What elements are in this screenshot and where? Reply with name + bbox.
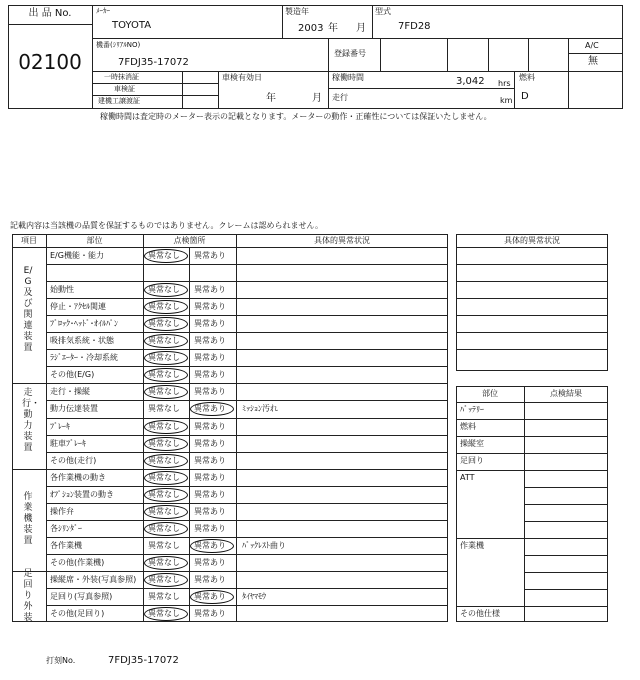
row-part: ｵﾌﾟｼｮﾝ装置の動き — [50, 489, 114, 499]
result-row-divider — [456, 606, 608, 607]
circle-mark — [144, 471, 188, 485]
normal-option: 異常なし — [148, 523, 180, 533]
table-row — [46, 366, 448, 383]
result-row-label: ATT — [460, 473, 475, 482]
normal-option: 異常なし — [148, 319, 180, 329]
detail-header: 具体的異常状況 — [504, 236, 560, 245]
work-cert-label: 建機工譲渡証 — [98, 97, 140, 105]
table-row — [46, 520, 448, 537]
detail-row-divider — [456, 332, 608, 333]
circle-mark — [144, 607, 188, 621]
result-row-label: 作業機 — [460, 541, 484, 550]
abnormal-option: 異常あり — [194, 387, 226, 397]
normal-option: 異常なし — [148, 438, 180, 448]
circle-mark — [144, 488, 188, 502]
detail-row-divider — [456, 315, 608, 316]
result-row-label: 燃料 — [460, 422, 476, 431]
normal-option: 異常なし — [148, 506, 180, 516]
row-part: 各作業機の動き — [50, 472, 106, 482]
table-row — [46, 281, 448, 298]
abnormal-option: 異常あり — [194, 285, 226, 295]
col-part-header: 部位 — [86, 236, 103, 245]
inspection-month-unit: 月 — [312, 93, 322, 104]
circle-mark — [144, 454, 188, 468]
circle-mark — [190, 539, 234, 553]
normal-option: 異常なし — [148, 540, 180, 550]
row-detail: ﾀｲﾔﾏﾓｳ — [242, 592, 266, 601]
abnormal-option: 異常あり — [194, 557, 226, 567]
row-part: E/G機能・能力 — [50, 251, 104, 260]
normal-option: 異常なし — [148, 285, 180, 295]
table-row — [46, 503, 448, 520]
result-row-divider — [456, 470, 608, 471]
ac-value: 無 — [588, 56, 598, 67]
normal-option: 異常なし — [148, 421, 180, 431]
result-row-divider — [456, 402, 608, 403]
group-label: 足回り外装 — [23, 569, 33, 624]
col-item-header: 項目 — [21, 236, 37, 245]
normal-option: 異常なし — [148, 370, 180, 380]
detail-row-divider — [456, 281, 608, 282]
inspection-label: 車検有効日 — [222, 73, 262, 82]
month-unit: 月 — [356, 23, 366, 34]
table-row — [46, 247, 448, 264]
detail-row-divider — [456, 264, 608, 265]
row-detail: ﾊﾞｯｸﾚｽﾄ曲り — [242, 540, 286, 550]
normal-option: 異常なし — [148, 353, 180, 363]
engraved-value: 7FDJ35-17072 — [108, 655, 179, 666]
travel-label: 走行 — [332, 93, 348, 102]
row-part: 走行・操縦 — [50, 387, 90, 397]
normal-option: 異常なし — [148, 472, 180, 482]
result-row-divider — [456, 419, 608, 420]
ac-label: A/C — [585, 41, 599, 50]
shuppin-label: 出 品 No. — [28, 8, 72, 19]
normal-option: 異常なし — [148, 455, 180, 465]
abnormal-option: 異常あり — [194, 251, 226, 260]
maker-value: TOYOTA — [112, 20, 152, 31]
row-part: その他(E/G) — [50, 370, 95, 380]
normal-option: 異常なし — [148, 489, 180, 499]
normal-option: 異常なし — [148, 404, 180, 414]
normal-option: 異常なし — [148, 251, 180, 260]
table-row — [46, 418, 448, 435]
row-part: 操作弁 — [50, 506, 74, 516]
normal-option: 異常なし — [148, 592, 180, 601]
abnormal-option: 異常あり — [194, 455, 226, 465]
abnormal-option: 異常あり — [194, 523, 226, 533]
fuel-label: 燃料 — [519, 73, 535, 82]
result-subrow-divider — [524, 555, 608, 556]
table-row — [46, 298, 448, 315]
fuel-value: D — [521, 91, 529, 102]
abnormal-option: 異常あり — [194, 574, 226, 584]
table-row — [46, 264, 448, 281]
table-row — [46, 469, 448, 486]
row-part: その他(作業機) — [50, 557, 105, 567]
result-row-label: ﾊﾞｯﾃﾘｰ — [460, 405, 484, 414]
temp-permit-label: 一時抹消証 — [104, 73, 139, 81]
normal-option: 異常なし — [148, 609, 180, 619]
abnormal-option: 異常あり — [194, 609, 226, 619]
circle-mark — [190, 590, 234, 604]
col-check-header: 点検箇所 — [173, 236, 206, 245]
row-part: 動力伝達装置 — [50, 404, 98, 414]
vehicle-cert-label: 車検証 — [114, 85, 135, 93]
detail-frame — [456, 234, 608, 371]
year-label: 製造年 — [285, 7, 309, 16]
group-label: E/G及び関連装置 — [23, 265, 33, 353]
detail-row-divider — [456, 298, 608, 299]
circle-mark — [144, 573, 188, 587]
row-part: 吸排気系統・状態 — [50, 336, 114, 346]
circle-mark — [144, 556, 188, 570]
hours-note: 稼働時間は査定時のメーター表示の記載となります。メーターの動作・正確性については保証いたしません。 — [100, 112, 492, 121]
result-col-result: 点検結果 — [550, 389, 582, 398]
shuppin-number: 02100 — [18, 50, 82, 74]
row-detail: ﾐｯｼｮﾝ汚れ — [242, 404, 278, 414]
result-row-divider — [456, 436, 608, 437]
result-row-label: 操縦室 — [460, 439, 484, 448]
abnormal-option: 異常あり — [194, 319, 226, 329]
circle-mark — [144, 249, 188, 263]
registration-label: 登録番号 — [334, 49, 366, 58]
abnormal-option: 異常あり — [194, 370, 226, 380]
abnormal-option: 異常あり — [194, 353, 226, 363]
circle-mark — [144, 437, 188, 451]
normal-option: 異常なし — [148, 574, 180, 584]
detail-row-divider — [456, 349, 608, 350]
abnormal-option: 異常あり — [194, 421, 226, 431]
abnormal-option: 異常あり — [194, 336, 226, 346]
circle-mark — [144, 522, 188, 536]
row-part: その他(足回り) — [50, 609, 105, 619]
circle-mark — [144, 420, 188, 434]
row-part: ﾌﾞﾚｰｷ — [50, 421, 70, 431]
result-subrow-divider — [524, 572, 608, 573]
result-row-label: その他仕様 — [460, 609, 500, 618]
row-part: 足回り(写真参照) — [50, 592, 113, 601]
detail-row-divider — [456, 247, 608, 248]
hours-value: 3,042 — [456, 76, 485, 87]
inspection-year-unit: 年 — [266, 93, 276, 104]
result-row-divider — [456, 453, 608, 454]
row-part: 停止・ｱｸｾﾙ関連 — [50, 302, 106, 312]
model-value: 7FD28 — [398, 21, 431, 32]
result-subrow-divider — [524, 521, 608, 522]
table-row — [46, 383, 448, 400]
abnormal-option: 異常あり — [194, 489, 226, 499]
table-row — [46, 554, 448, 571]
table-row — [46, 605, 448, 622]
row-part: その他(走行) — [50, 455, 97, 465]
year-unit: 年 — [328, 23, 338, 34]
disclaimer: 記載内容は当該機の品質を保証するものではありません。クレームは認められません。 — [10, 221, 323, 230]
col-detail-header: 具体的異常状況 — [314, 236, 370, 245]
row-part: 各ｼﾘﾝﾀﾞｰ — [50, 523, 82, 533]
serial-value: 7FDJ35-17072 — [118, 57, 189, 68]
result-subrow-divider — [524, 504, 608, 505]
result-col-part: 部位 — [482, 389, 498, 398]
row-part: 各作業機 — [50, 540, 82, 550]
result-subrow-divider — [524, 589, 608, 590]
row-part: ﾗｼﾞｴｰﾀｰ・冷却系統 — [50, 353, 118, 363]
serial-label: 機番(ｼﾘｱﾙNO) — [96, 41, 141, 49]
circle-mark — [144, 505, 188, 519]
result-row-label: 足回り — [460, 456, 484, 465]
abnormal-option: 異常あり — [194, 592, 226, 601]
row-part: 駐車ﾌﾞﾚｰｷ — [50, 438, 86, 448]
group-label: 作業機装置 — [23, 492, 33, 547]
table-row — [46, 452, 448, 469]
abnormal-option: 異常あり — [194, 540, 226, 550]
year-value: 2003 — [298, 23, 324, 34]
hours-unit: hrs — [498, 79, 511, 88]
row-part: 始動性 — [50, 285, 74, 295]
row-part: 操縦席・外装(写真参照) — [50, 574, 137, 584]
group-label: 走行・動力装置 — [22, 387, 41, 453]
normal-option: 異常なし — [148, 557, 180, 567]
row-part: ﾌﾞﾛｯｸ･ﾍｯﾄﾞ･ｵｲﾙﾊﾟﾝ — [50, 319, 118, 329]
hours-label: 稼働時間 — [332, 73, 364, 82]
result-row-divider — [456, 538, 608, 539]
abnormal-option: 異常あり — [194, 506, 226, 516]
km-unit: km — [500, 96, 513, 105]
abnormal-option: 異常あり — [194, 438, 226, 448]
normal-option: 異常なし — [148, 387, 180, 397]
normal-option: 異常なし — [148, 336, 180, 346]
maker-label: ﾒｰｶｰ — [96, 7, 110, 15]
abnormal-option: 異常あり — [194, 404, 226, 414]
abnormal-option: 異常あり — [194, 302, 226, 312]
table-row — [46, 435, 448, 452]
abnormal-option: 異常あり — [194, 472, 226, 482]
model-label: 型式 — [375, 7, 391, 16]
engraved-label: 打刻No. — [46, 656, 76, 665]
normal-option: 異常なし — [148, 302, 180, 312]
result-subrow-divider — [524, 487, 608, 488]
